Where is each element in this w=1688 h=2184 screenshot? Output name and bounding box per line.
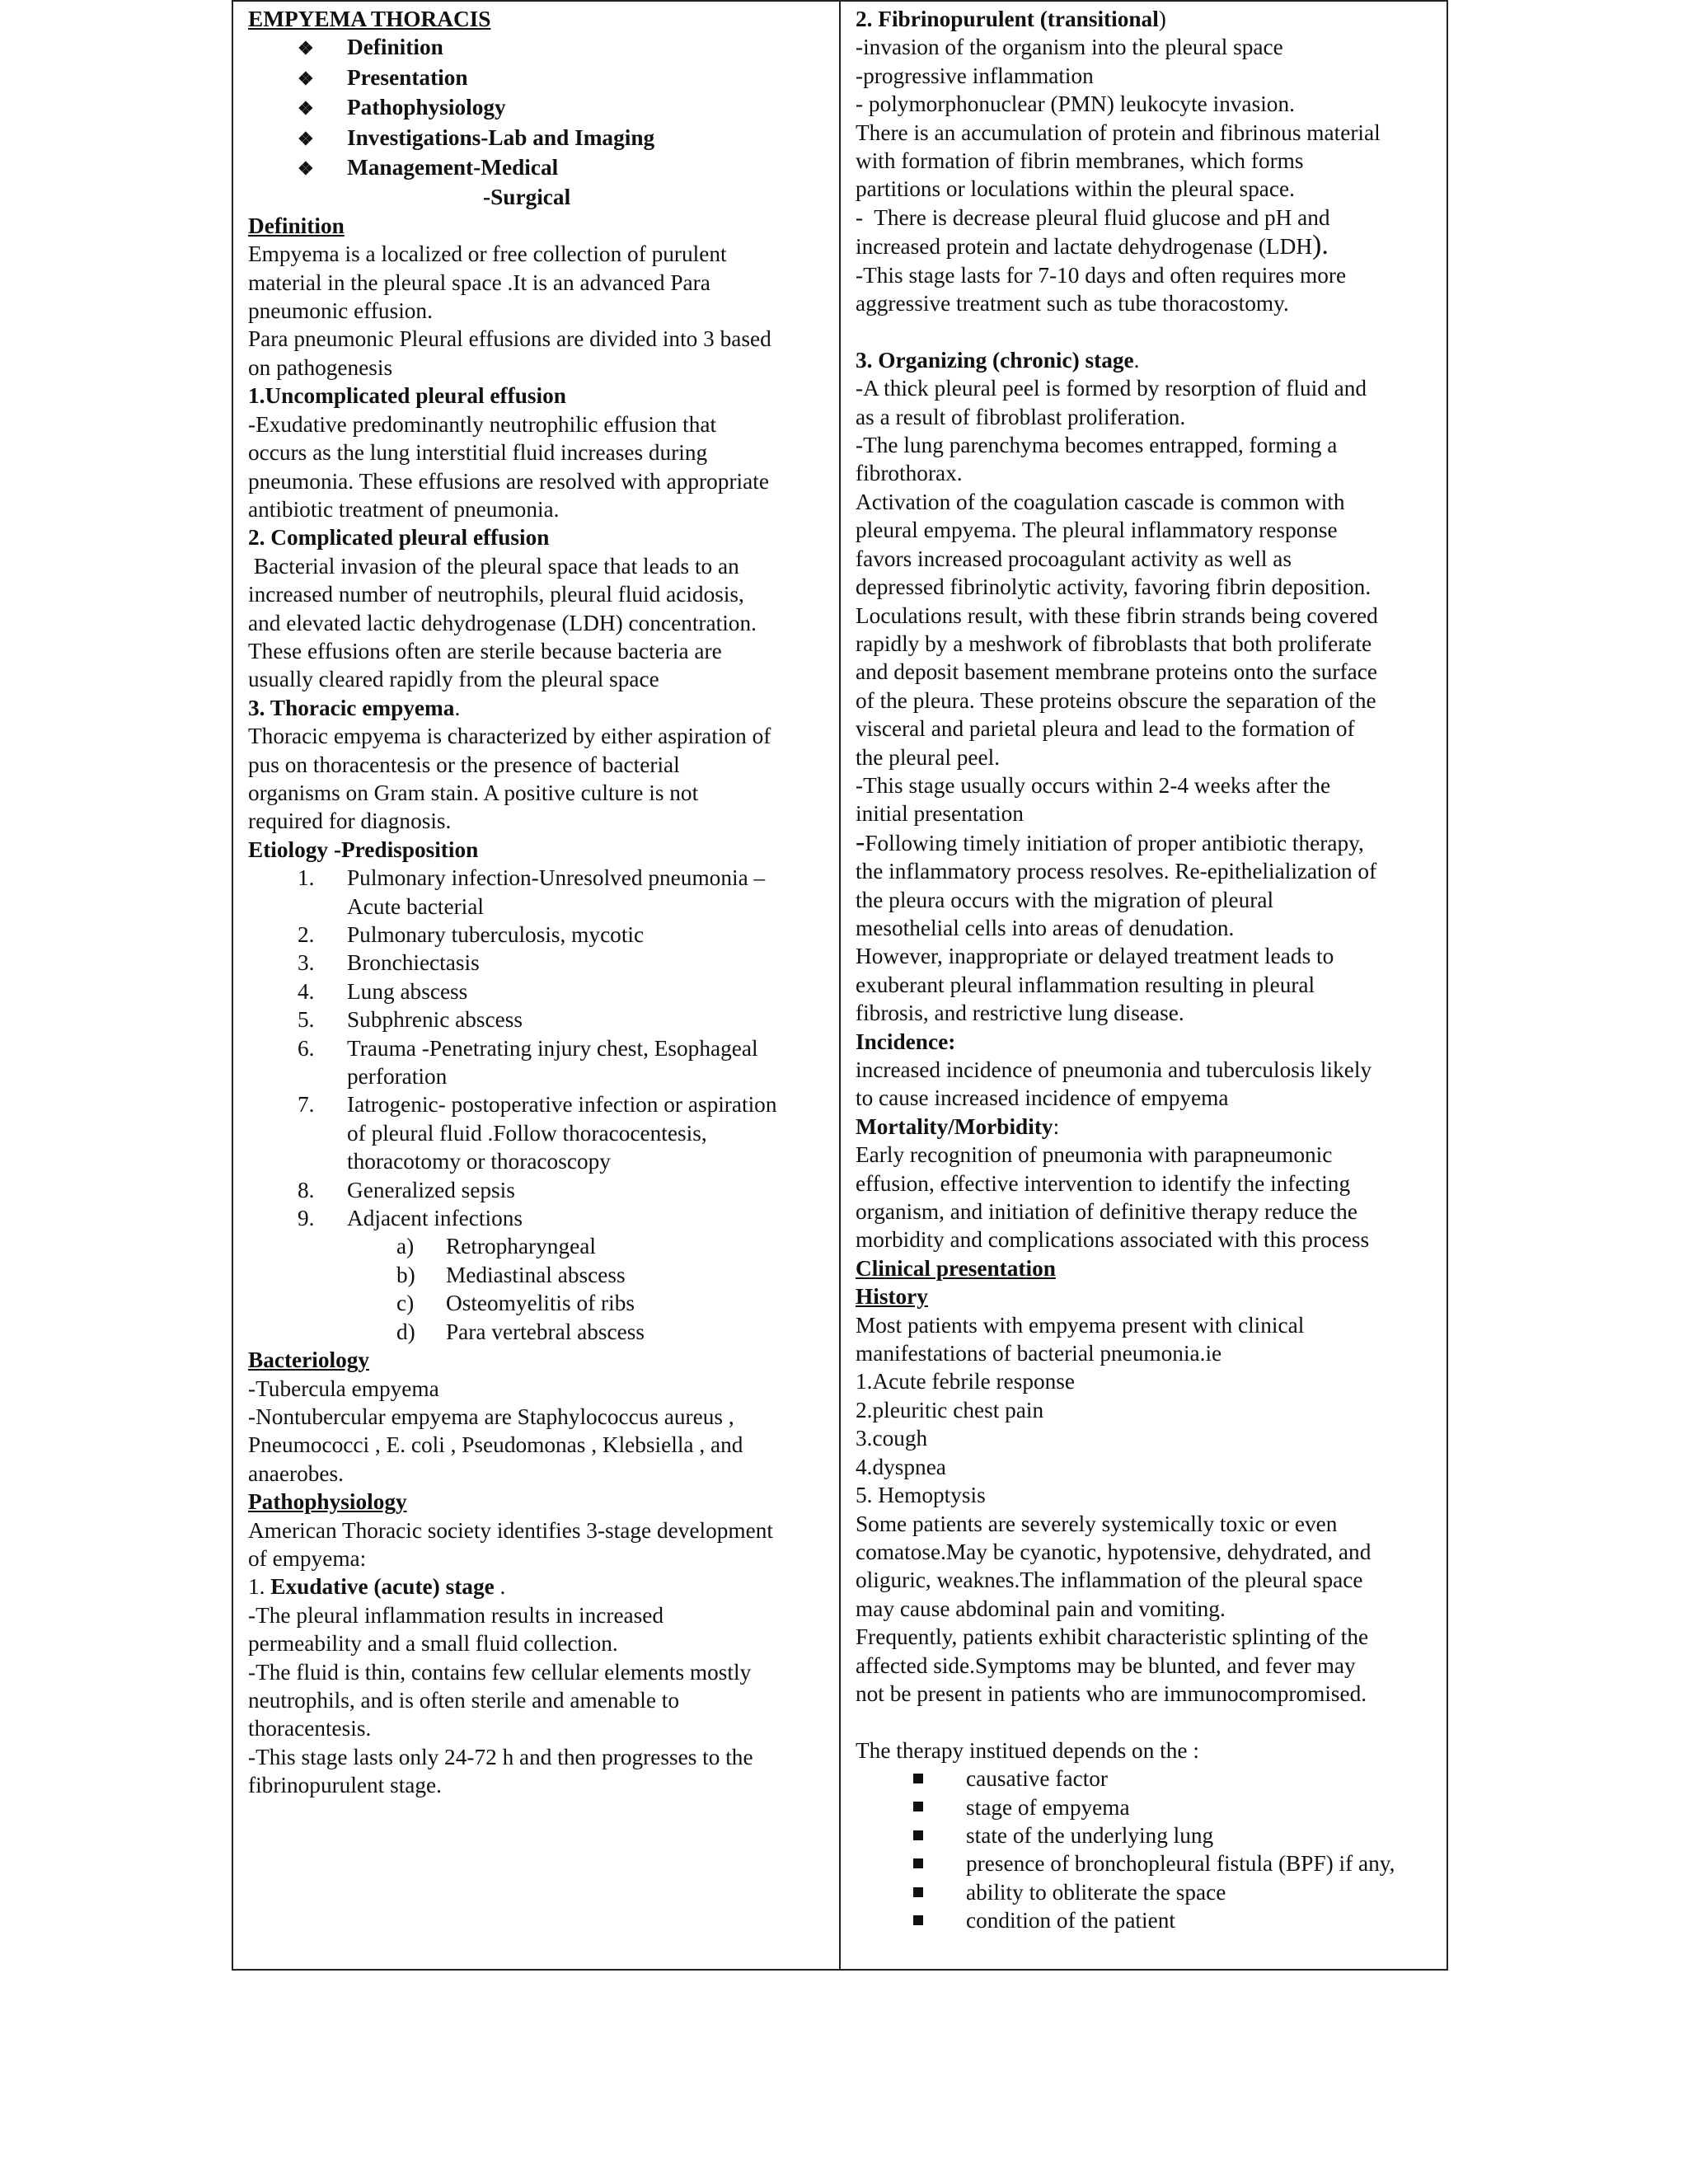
stage1-heading: 1. Exudative (acute) stage . <box>248 1574 506 1600</box>
toc-item: ❖ Definition <box>248 33 831 63</box>
diamond-bullet-icon: ❖ <box>298 38 314 59</box>
diamond-bullet-icon: ❖ <box>298 68 314 89</box>
toc-sub-item: -Surgical <box>483 185 571 210</box>
etiology-list: 1. Pulmonary infection-Unresolved pneumonia – Acute bacterial 2. Pulmonary tuberculosis, mycotic 3. Bronchiectasis 4. Lung abscess 5. Subphrenic abscess 6. Trauma -Penetrating injury chest, Esophageal perforation 7. Iatrogenic- postoperative infection or aspiration of pleural fluid .Follow thoracocentesis, thoracotomy or thoracoscopy 8. Generalized sepsis 9. Adjacent infections a) Retropharyngeal b) Mediastinal abscess c) Osteomyelitis of ribs d) Para vertebral abscess <box>248 864 831 1346</box>
stage2-text: -invasion of the organism into the pleural space -progressive inflammation - polymorphonuclear (PMN) leukocyte invasion. There is an accumulation of protein and fibrinous material with formation of fibrin membranes, which forms partitions or loculations within the pleural space. - There is decrease pleural fluid glucose and pH and increased protein and lactate dehydrogenase (LDH). -This stage lasts for 7-10 days and often requires more aggressive treatment such as tube thoracostomy. <box>856 35 1381 316</box>
history-heading: History <box>856 1284 928 1310</box>
list-item: b) Mediastinal abscess <box>396 1262 626 1287</box>
stage2-heading: 2. Fibrinopurulent (transitional) <box>856 7 1166 31</box>
stage3-text: -A thick pleural peel is formed by resorption of fluid and as a result of fibroblast proliferation. -The lung parenchyma becomes entrapped, forming a fibrothorax. Activation of the coagulation cascade is common with pleural empyema. The pleural inflammatory response favors increased procoagulant activity as well as depressed fibrinolytic activity, favoring fibrin deposition. Loculations result, with these fibrin strands being covered rapidly by a meshwork of fibroblasts that both proliferate and deposit basement membrane proteins onto the surface of the pleura. These proteins obscure the separation of the visceral and parietal pleura and lead to the formation of the pleural peel. -This stage usually occurs within 2-4 weeks after the initial presentation <box>856 376 1378 827</box>
clinical-presentation-heading: Clinical presentation <box>856 1255 1056 1281</box>
uncomplicated-text: -Exudative predominantly neutrophilic effusion that occurs as the lung interstitial fluid increases during pneumonia. These effusions are resolved with appropriate antibiotic treatment of pneumonia. <box>248 411 769 522</box>
list-item: 8. Generalized sepsis <box>298 1177 515 1202</box>
complicated-heading: 2. Complicated pleural effusion <box>248 525 550 551</box>
resolution-text: -Following timely initiation of proper antibiotic therapy, the inflammatory process resolves. Re-epithelialization of the pleura occurs with the migration of pleural mesothelial cells into areas of denudation. However, inappropriate or delayed treatment leads to exuberant pleural inflammation resulting in pleural fibrosis, and restrictive lung disease. <box>856 826 1377 1026</box>
bacteriology-heading: Bacteriology <box>248 1347 370 1373</box>
document-table <box>232 0 1448 1971</box>
mortality-text: Early recognition of pneumonia with parapneumonic effusion, effective intervention to identify the infecting organism, and initiation of definitive therapy reduce the morbidity and complications associated with this process <box>856 1142 1370 1253</box>
list-item: a) Retropharyngeal <box>396 1234 596 1259</box>
square-bullet-icon <box>913 1915 923 1925</box>
pathophysiology-text: American Thoracic society identifies 3-stage development of empyema: <box>248 1517 773 1571</box>
list-item: 9. Adjacent infections <box>298 1206 523 1231</box>
list-item: 4. Lung abscess <box>298 978 468 1004</box>
bacteriology-text: -Tubercula empyema -Nontubercular empyema are Staphylococcus aureus , Pneumococci , E. coli , Pseudomonas , Klebsiella , and anaerobes. <box>248 1376 743 1486</box>
square-bullet-icon <box>913 1830 923 1840</box>
therapy-intro: The therapy institued depends on the : <box>856 1737 1199 1763</box>
list-item: presence of bronchopleural fistula (BPF) if any, <box>856 1849 1438 1877</box>
etiology-heading: Etiology -Predisposition <box>248 837 479 862</box>
diamond-bullet-icon: ❖ <box>298 128 314 149</box>
list-item: 7. Iatrogenic- postoperative infection or aspiration <box>298 1092 777 1118</box>
list-item: 6. Trauma -Penetrating injury chest, Esophageal <box>298 1035 758 1061</box>
square-bullet-icon <box>913 1802 923 1811</box>
list-item: stage of empyema <box>856 1793 1438 1821</box>
right-column <box>841 2 1447 1969</box>
pathophysiology-heading: Pathophysiology <box>248 1489 407 1515</box>
spacer <box>856 1708 1438 1736</box>
stage3-heading: 3. Organizing (chronic) stage. <box>856 347 1140 373</box>
list-item: 3. Bronchiectasis <box>298 950 480 976</box>
stage1-text: -The pleural inflammation results in increased permeability and a small fluid collection. -The fluid is thin, contains few cellular elements mostly neutrophils, and is often sterile and amenable to thoracentesis. -This stage lasts only 24-72 h and then progresses to the fibrinopurulent stage. <box>248 1602 753 1798</box>
list-item: state of the underlying lung <box>856 1821 1438 1849</box>
toc-item: ❖ Management-Medical <box>248 153 831 183</box>
uncomplicated-heading: 1.Uncomplicated pleural effusion <box>248 383 566 409</box>
thoracic-text: Thoracic empyema is characterized by either aspiration of pus on thoracentesis or the presence of bacterial organisms on Gram stain. A positive culture is not required for diagnosis. <box>248 724 771 834</box>
incidence-heading: Incidence: <box>856 1029 956 1054</box>
list-item: d) Para vertebral abscess <box>396 1319 645 1344</box>
toc-item: ❖ Presentation <box>248 63 831 93</box>
list-item: ability to obliterate the space <box>856 1878 1438 1906</box>
history-text: Most patients with empyema present with clinical manifestations of bacterial pneumonia.ie 1.Acute febrile response 2.pleuritic chest pain 3.cough 4.dyspnea 5. Hemoptysis Some patients are severely systemically toxic or even comatose.May be cyanotic, hypotensive, dehydrated, and oliguric, weaknes.The inflammation of the pleural space may cause abdominal pain and vomiting. Frequently, patients exhibit characteristic splinting of the affected side.Symptoms may be blunted, and fever may not be present in patients who are immunocompromised. <box>856 1312 1372 1706</box>
therapy-list <box>856 1765 1438 1934</box>
diamond-bullet-icon: ❖ <box>298 98 314 120</box>
square-bullet-icon <box>913 1858 923 1868</box>
toc-list <box>248 33 831 211</box>
list-item: c) Osteomyelitis of ribs <box>396 1291 635 1316</box>
incidence-text: increased incidence of pneumonia and tuberculosis likely to cause increased incidence of empyema <box>856 1057 1372 1111</box>
spacer <box>856 317 1438 345</box>
diamond-bullet-icon: ❖ <box>298 158 314 180</box>
left-column <box>233 2 841 1969</box>
document-title: EMPYEMA THORACIS <box>248 7 491 31</box>
list-item: causative factor <box>856 1765 1438 1793</box>
thoracic-heading: 3. Thoracic empyema. <box>248 695 461 720</box>
list-item: 5. Subphrenic abscess <box>298 1007 523 1033</box>
square-bullet-icon <box>913 1887 923 1897</box>
square-bullet-icon <box>913 1774 923 1783</box>
toc-item: ❖ Investigations-Lab and Imaging <box>248 124 831 153</box>
definition-text: Empyema is a localized or free collection of purulent material in the pleural space .It is an advanced Para pneumonic effusion. Para pneumonic Pleural effusions are divided into 3 based on pathogenesis <box>248 241 771 380</box>
complicated-text: Bacterial invasion of the pleural space that leads to an increased number of neutrophils, pleural fluid acidosis, and elevated lactic dehydrogenase (LDH) concentration. These effusions often are sterile because bacteria are usually cleared rapidly from the pleural space <box>248 553 757 692</box>
mortality-heading: Mortality/Morbidity: <box>856 1113 1060 1139</box>
definition-heading: Definition <box>248 213 345 238</box>
list-item: condition of the patient <box>856 1906 1438 1934</box>
list-item: 2. Pulmonary tuberculosis, mycotic <box>298 922 645 947</box>
toc-item: ❖ Pathophysiology <box>248 93 831 123</box>
list-item: 1. Pulmonary infection-Unresolved pneumonia – <box>298 865 766 891</box>
